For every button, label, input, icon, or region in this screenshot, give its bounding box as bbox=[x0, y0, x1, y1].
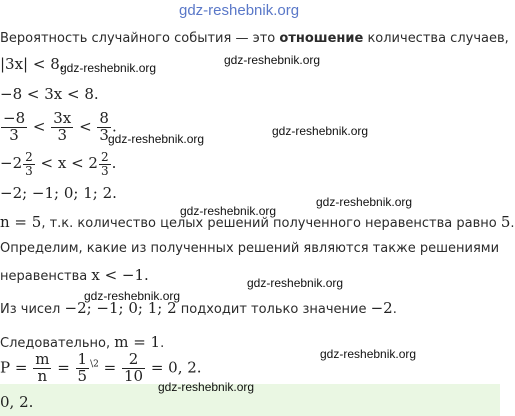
conclusion-line: Следовательно, m = 1. bbox=[0, 333, 165, 351]
from-line: Из чисел −2; −1; 0; 1; 2 подходит только значение −2. bbox=[0, 299, 397, 317]
answer: 0, 2. bbox=[0, 393, 34, 411]
fraction: $\frac{-8}{3}$ bbox=[3, 109, 26, 144]
watermark: gdz-reshebnik.org bbox=[316, 195, 413, 209]
fraction: $\frac{2}{3}$ bbox=[25, 150, 33, 178]
fraction: $\frac{2}{10}$ bbox=[123, 350, 144, 385]
watermark: gdz-reshebnik.org bbox=[84, 289, 181, 303]
inequality-abs: |3x| < 8. bbox=[0, 55, 65, 73]
inequality-mixed: −2 $\frac{2}{3}$ < x < 2 $\frac{2}{3}$ . bbox=[0, 150, 117, 178]
n-line: n = 5, т.к. количество целых решений полученного неравенства равно 5. bbox=[0, 213, 515, 231]
inequality-fractions: $\frac{-8}{3}$ < $\frac{3x}{3}$ < $\frac{8}{3}$ . bbox=[3, 109, 117, 144]
intro-rest: количества случаев, bbox=[363, 31, 509, 46]
watermark: gdz-reshebnik.org bbox=[158, 380, 255, 394]
determine-line-2: неравенства x < −1. bbox=[0, 266, 149, 284]
watermark-top: gdz-reshebnik.org bbox=[179, 2, 300, 19]
fraction: $\frac{2}{3}$ bbox=[100, 150, 109, 178]
watermark: gdz-reshebnik.org bbox=[224, 53, 321, 67]
integer-solutions: −2; −1; 0; 1; 2. bbox=[0, 184, 117, 202]
probability-line: P = $\frac{m}{n}$ = $\frac{1}{5}$ $^{\backslash 2}$ = $\frac{2}{10}$ = 0, 2. bbox=[0, 350, 202, 385]
intro-bold: отношение bbox=[279, 31, 364, 46]
watermark: gdz-reshebnik.org bbox=[272, 124, 369, 138]
determine-line-1: Определим, какие из полученных решений являются также решениями bbox=[0, 241, 500, 256]
watermark: gdz-reshebnik.org bbox=[108, 132, 205, 146]
fraction: $\frac{8}{3}$ bbox=[99, 109, 109, 144]
watermark: gdz-reshebnik.org bbox=[180, 204, 277, 218]
fraction: $\frac{m}{n}$ bbox=[35, 350, 50, 385]
fraction: $\frac{3x}{3}$ bbox=[53, 109, 72, 144]
intro-text: Вероятность случайного события — это bbox=[0, 31, 280, 46]
fraction: $\frac{1}{5}$ bbox=[77, 350, 88, 385]
watermark: gdz-reshebnik.org bbox=[60, 61, 157, 75]
watermark: gdz-reshebnik.org bbox=[320, 347, 417, 361]
intro-line bbox=[0, 31, 509, 46]
watermark: gdz-reshebnik.org bbox=[247, 276, 344, 290]
inequality-linear: −8 < 3x < 8. bbox=[0, 85, 99, 103]
